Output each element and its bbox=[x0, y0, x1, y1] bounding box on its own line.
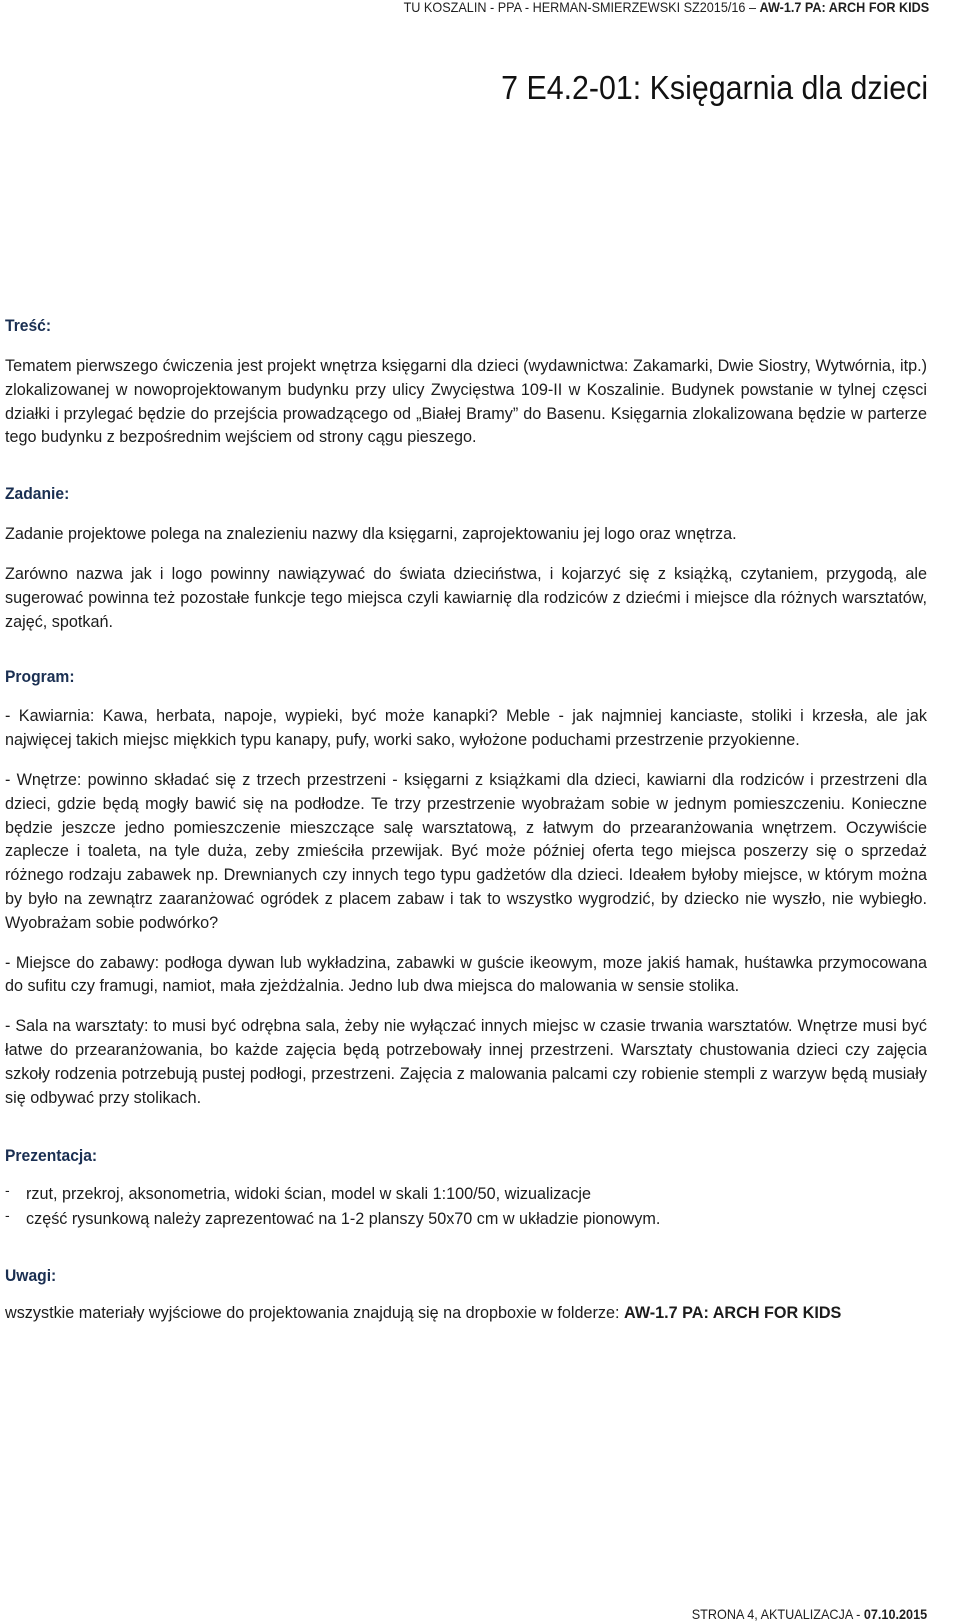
zadanie-paragraph-2: Zarówno nazwa jak i logo powinny nawiązywać do świata dzieciństwa, i kojarzyć się z książką, czytaniem, przygodą, ale sugerować powinna też pozostałe funkcje tego miejsca czyli kawiarnię dla rodziców z dziećmi i miejsce dla różnych warsztatów, zajęć, spotkań. bbox=[5, 564, 927, 631]
zadanie-paragraph-1: Zadanie projektowe polega na znalezieniu nazwy dla księgarni, zaprojektowaniu jej logo oraz wnętrza. bbox=[5, 525, 737, 544]
page-title: 7 E4.2-01: Księgarnia dla dzieci bbox=[501, 69, 928, 106]
footer-date: 07.10.2015 bbox=[863, 1607, 927, 1622]
page-footer bbox=[692, 1607, 927, 1622]
section-heading-uwagi: Uwagi: bbox=[5, 1266, 57, 1286]
program-item-miejsce-zabawy: - Miejsce do zabawy: podłoga dywan lub wykładzina, zabawki w guście ikeowym, moze jakiś hamak, huśtawka przymocowana do sufitu czy framugi, namiot, mała zjeżdżalnia. Jedno lub dwa miejsca do malowania w sensie stolika. bbox=[5, 953, 927, 996]
section-heading-prezentacja: Prezentacja: bbox=[5, 1146, 98, 1166]
uwagi-text: wszystkie materiały wyjściowe do projektowania znajdują się na dropboxie w folderze: bbox=[5, 1304, 620, 1323]
running-header bbox=[403, 0, 929, 15]
section-heading-program: Program: bbox=[5, 667, 75, 687]
footer-page-label: STRONA 4, AKTUALIZACJA - bbox=[691, 1607, 861, 1622]
list-item-text: rzut, przekroj, aksonometria, widoki ścian, model w skali 1:100/50, wizualizacje bbox=[26, 1185, 592, 1204]
list-item-text: część rysunkową należy zaprezentować na 1-2 planszy 50x70 cm w układzie pionowym. bbox=[26, 1210, 661, 1229]
program-item-kawiarnia: - Kawiarnia: Kawa, herbata, napoje, wypieki, być może kanapki? Meble - jak najmniej kanciaste, stoliki i krzesła, ale jak najwięcej takich miejsc miękkich typu kanapy, pufy, worki sako, wyłożone poduchami przestrzenie przyokienne. bbox=[5, 707, 927, 750]
header-project: AW-1.7 PA: ARCH FOR KIDS bbox=[759, 0, 929, 15]
bullet-dash: - bbox=[5, 1182, 10, 1199]
header-course: TU KOSZALIN - PPA - HERMAN-SMIERZEWSKI SZ2015/16 – bbox=[403, 0, 756, 15]
section-heading-tresc: Treść: bbox=[5, 316, 52, 335]
bullet-dash: - bbox=[5, 1207, 10, 1224]
uwagi-paragraph bbox=[5, 1304, 927, 1323]
prezentacja-list bbox=[5, 1182, 927, 1232]
tresc-paragraph: Tematem pierwszego ćwiczenia jest projekt wnętrza księgarni dla dzieci (wydawnictwa: Zakamarki, Dwie Siostry, Wytwórnia, itp.) zlokalizowanej w nowoprojektowanym budynku przy ulicy Zwycięstwa 109-II w Koszalinie. Budynek powstanie w tylnej częsci działki i przylegać będzie do przejścia prowadzącego od „Białej Bramy” do Basenu. Księgarnia zlokalizowana będzie w parterze tego budynku z bezpośrednim wejściem od strony cągu pieszego. bbox=[5, 357, 927, 447]
list-item bbox=[5, 1182, 927, 1207]
document-body bbox=[5, 316, 927, 1323]
section-heading-zadanie: Zadanie: bbox=[5, 484, 70, 504]
program-item-sala-warsztaty: - Sala na warsztaty: to musi być odrębna sala, żeby nie wyłączać innych miejsc w czasie trwania warsztatów. Wnętrze musi być łatwe do przearanżowania, bo każde zajęcia będą potrzebowały innej przestrzeni. Warsztaty chustowania dzieci czy zajęcia szkoły rodzenia potrzebują pustej podłogi, przestrzeni. Zajęcia z malowania palcami czy robienie stempli z warzyw będą musiały się odbywać przy stolikach. bbox=[5, 1017, 927, 1107]
uwagi-folder-name: AW-1.7 PA: ARCH FOR KIDS bbox=[624, 1304, 842, 1323]
program-item-wnetrze: - Wnętrze: powinno składać się z trzech przestrzeni - księgarni z książkami dla dzieci, kawiarni dla rodziców i przestrzeni dla dzieci, gdzie będą mogły bawić się na podłodze. Te trzy przestrzenie wyobrażam sobie w jednym pomieszczeniu. Konieczne będzie jeszcze jedno pomieszczenie mieszczące salę warsztatową, z łatwym do przearanżowania wnętrzem. Oczywiście zaplecze i toaleta, na tyle duża, zeby zmieściła przewijak. Być może później oferta tego miejsca poszerzy się o sprzedaż różnego rodzaju zabawek np. Drewnianych czy innych tego typu gadżetów dla dzieci. Ideałem byłoby miejsce, w którym można by było na zewnątrz zaaranżować ogródek z placem zabaw i tak to wszystko wygrodzić, by dziecko nie wyszło, nie wybiegło. Wyobrażam sobie podwórko? bbox=[5, 770, 927, 932]
list-item bbox=[5, 1207, 927, 1232]
